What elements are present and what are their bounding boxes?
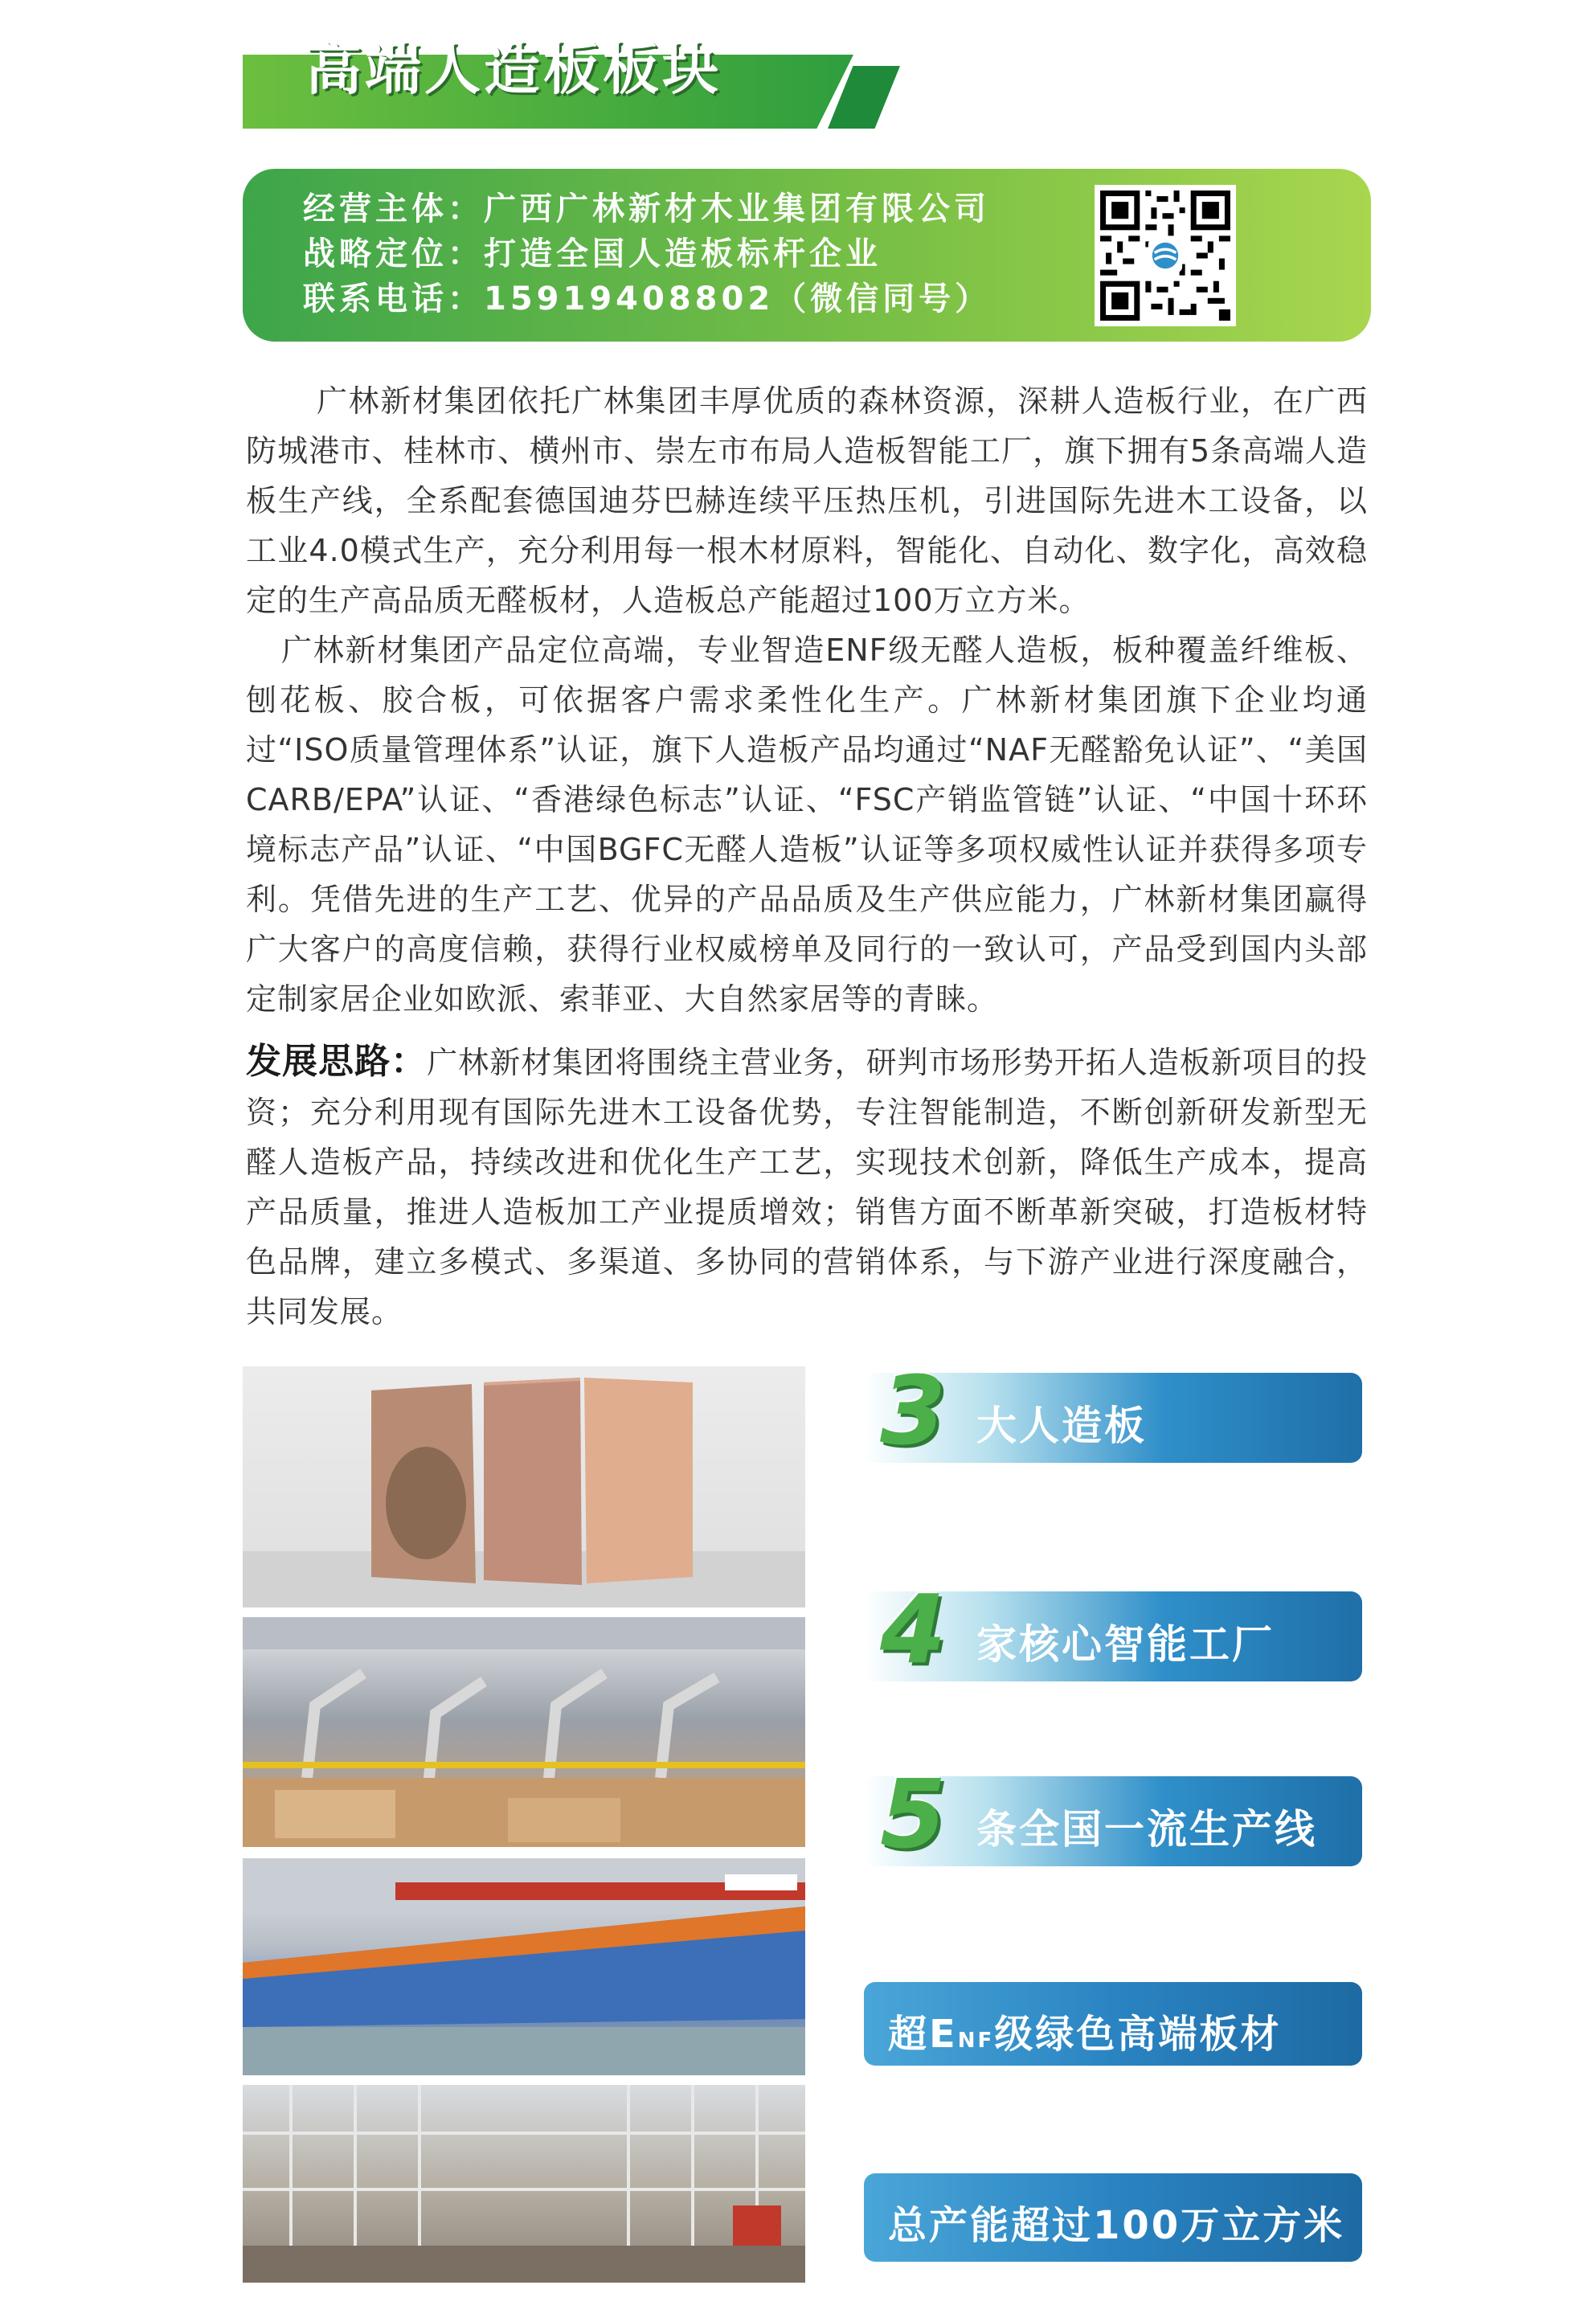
board-samples-photo bbox=[243, 1366, 805, 1607]
info-line-entity: 经营主体：广西广林新材木业集团有限公司 bbox=[303, 190, 990, 227]
stat-badge-capacity bbox=[864, 2173, 1362, 2262]
badge-label: 家核心智能工厂 bbox=[976, 1621, 1275, 1668]
development-text: 广林新材集团将围绕主营业务，研判市场形势开拓人造板新项目的投资；充分利用现有国际先进木工设备优势，专注智能制造，不断创新研发新型无醛人造板产品，持续改进和优化生产工艺，实现技术创新，降低生产成本，提高产品质量，推进人造板加工产业提质增效；销售方面不断革新突破，打造板材特色品牌，建立多模式、多渠道、多协同的营销体系，与下游产业进行深度融合，共同发展。 bbox=[246, 1045, 1368, 1329]
robot-production-photo bbox=[243, 1617, 805, 1847]
intro-paragraph: 广林新材集团依托广林集团丰厚优质的森林资源，深耕人造板行业，在广西防城港市、桂林市、横州市、崇左市布局人造板智能工厂，旗下拥有5条高端人造板生产线，全系配套德国迪芬巴赫连续平压热压机，引进国际先进木工设备，以工业4.0模式生产，充分利用每一根木材原料，智能化、自动化、数字化，高效稳定的生产高品质无醛板材，人造板总产能超过100万立方米。 bbox=[246, 383, 1368, 618]
qr-code-icon bbox=[1095, 185, 1236, 326]
product-paragraph: 广林新材集团产品定位高端，专业智造ENF级无醛人造板，板种覆盖纤维板、刨花板、胶合板，可依据客户需求柔性化生产。广林新材集团旗下企业均通过“ISO质量管理体系”认证，旗下人造板产品均通过“NAF无醛豁免认证”、“美国CARB/EPA”认证、“香港绿色标志”认证、“FSC产销监管链”认证、“中国十环环境标志产品”认证、“中国BGFC无醛人造板”认证等多项权威性认证并获得多项专利。凭借先进的生产工艺、优异的产品品质及生产供应能力，广林新材集团赢得广大客户的高度信赖，获得行业权威榜单及同行的一致认可，产品受到国内头部定制家居企业如欧派、索菲亚、大自然家居等的青睐。 bbox=[246, 633, 1368, 1017]
stat-badge-lines bbox=[864, 1759, 1362, 1870]
page-title: 高端人造板板块 bbox=[305, 36, 722, 102]
badge-label: 条全国一流生产线 bbox=[976, 1806, 1317, 1853]
company-info-box bbox=[243, 169, 1371, 342]
info-lines bbox=[303, 186, 991, 321]
stat-badge-factories bbox=[864, 1574, 1362, 1685]
badge-label-sub: NF bbox=[957, 2029, 995, 2053]
press-line-photo bbox=[243, 1858, 805, 2075]
badge-number: 5 bbox=[880, 1759, 947, 1870]
warehouse-photo bbox=[243, 2085, 805, 2283]
development-paragraph bbox=[246, 1037, 1368, 1337]
stat-badge-green-boards bbox=[864, 1982, 1362, 2066]
development-heading: 发展思路： bbox=[246, 1041, 428, 1082]
badge-label: 总产能超过100万立方米 bbox=[888, 2203, 1345, 2248]
badge-number: 3 bbox=[880, 1355, 947, 1466]
badge-label-suffix: 级绿色高端板材 bbox=[994, 2012, 1282, 2057]
badge-label bbox=[888, 2003, 1281, 2058]
info-line-strategy: 战略定位：打造全国人造板标杆企业 bbox=[303, 235, 882, 272]
badge-number: 4 bbox=[880, 1574, 947, 1685]
stat-badge-boards bbox=[864, 1355, 1362, 1466]
badge-label: 大人造板 bbox=[976, 1403, 1147, 1449]
badge-label-prefix: 超E bbox=[888, 2012, 958, 2057]
info-line-phone: 联系电话：15919408802（微信同号） bbox=[303, 281, 992, 317]
